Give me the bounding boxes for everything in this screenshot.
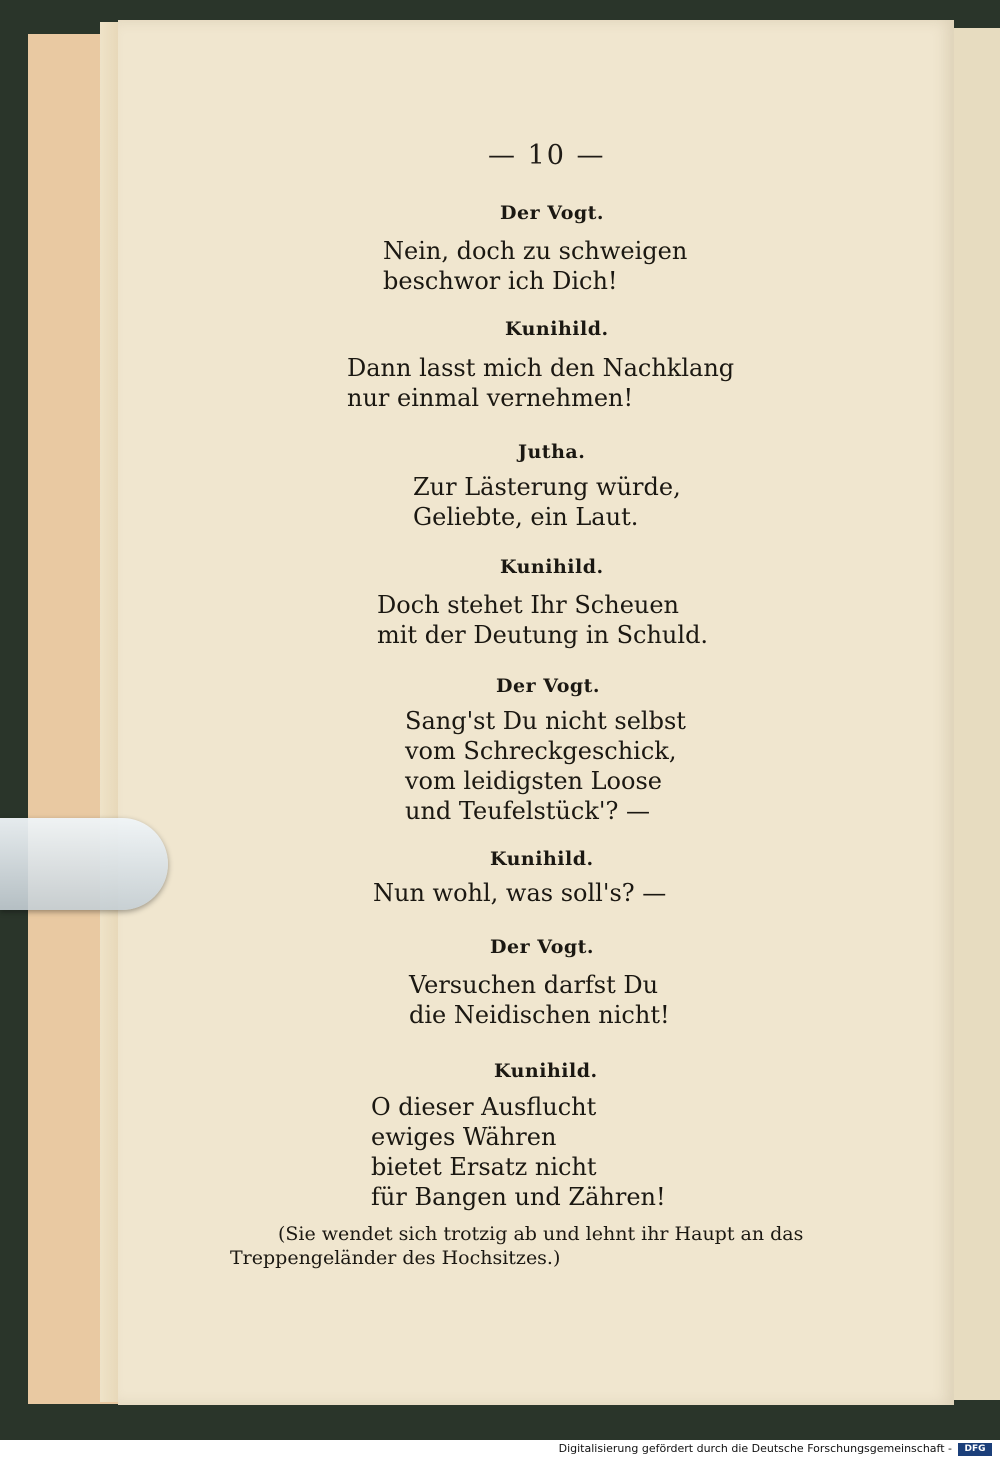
verse-line: O dieser Ausflucht [371, 1093, 597, 1121]
verse-block [383, 236, 687, 296]
verse-line: Doch stehet Ihr Scheuen [377, 591, 680, 619]
footer-bar [0, 1440, 1000, 1459]
verse-block [409, 970, 670, 1030]
verse-line: Nun wohl, was soll's? — [373, 879, 667, 907]
verse-block [347, 353, 734, 413]
verse-line: die Neidischen nicht! [409, 1001, 670, 1029]
verse-line: nur einmal vernehmen! [347, 384, 634, 412]
verse-block [377, 590, 708, 650]
speaker-label: Kunihild. [505, 318, 609, 340]
stage-direction [230, 1222, 870, 1270]
verse-line: Versuchen darfst Du [409, 971, 659, 999]
speaker-label: Der Vogt. [500, 202, 605, 224]
speaker-label: Jutha. [518, 441, 586, 463]
speaker-label: Kunihild. [494, 1060, 598, 1082]
speaker-label: Kunihild. [500, 556, 604, 578]
dfg-logo-icon: DFG [958, 1443, 992, 1456]
verse-line: Dann lasst mich den Nachklang [347, 354, 735, 382]
verse-line: für Bangen und Zähren! [371, 1183, 666, 1211]
adjacent-page [954, 28, 1000, 1400]
verse-line: Geliebte, ein Laut. [413, 503, 639, 531]
verse-line: beschwor ich Dich! [383, 267, 618, 295]
verse-line: vom Schreckgeschick, [405, 737, 677, 765]
speaker-label: Der Vogt. [496, 675, 601, 697]
stage-line: (Sie wendet sich trotzig ab und lehnt ihr Haupt an das [278, 1223, 804, 1245]
verse-line: vom leidigsten Loose [405, 767, 662, 795]
verse-block [373, 878, 666, 908]
speaker-label: Kunihild. [490, 848, 594, 870]
verse-block [371, 1092, 666, 1212]
verse-block [413, 472, 681, 532]
verse-line: Zur Lästerung würde, [413, 473, 681, 501]
footer-credit: Digitalisierung gefördert durch die Deutsche Forschungsgemeinschaft - [558, 1442, 952, 1455]
page-clip-marker [0, 818, 168, 910]
speaker-label: Der Vogt. [490, 936, 595, 958]
stage-line: Treppengeländer des Hochsitzes.) [230, 1247, 561, 1269]
verse-line: bietet Ersatz nicht [371, 1153, 597, 1181]
verse-line: Sang'st Du nicht selbst [405, 707, 686, 735]
verse-line: ewiges Währen [371, 1123, 557, 1151]
page-number: — 10 — [488, 140, 606, 171]
verse-line: mit der Deutung in Schuld. [377, 621, 709, 649]
verse-line: Nein, doch zu schweigen [383, 237, 688, 265]
verse-block [405, 706, 686, 826]
verse-line: und Teufelstück'? — [405, 797, 650, 825]
